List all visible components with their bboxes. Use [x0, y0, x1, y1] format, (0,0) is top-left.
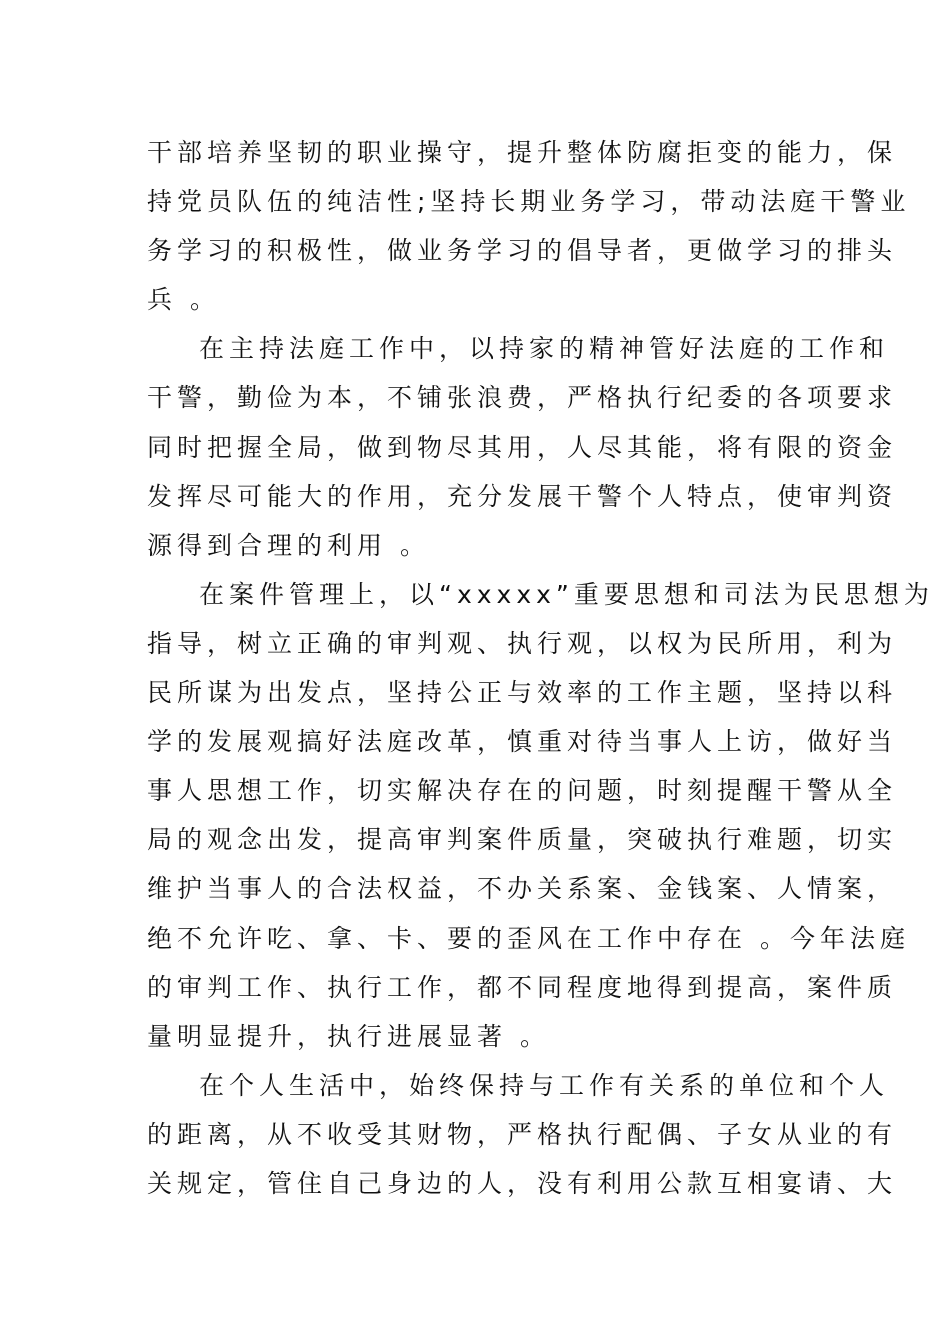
text-line: 务学习的积极性，做业务学习的倡导者，更做学习的排头 — [147, 236, 898, 266]
text-line: 的审判工作、执行工作，都不同程度地得到提高，案件质 — [147, 972, 898, 1002]
text-line: 的距离，从不收受其财物，严格执行配偶、子女从业的有 — [147, 1119, 898, 1149]
text-line: 事人思想工作，切实解决存在的问题，时刻提醒干警从全 — [147, 776, 898, 806]
text-line: 民所谋为出发点，坚持公正与效率的工作主题，坚持以科 — [147, 678, 898, 708]
text-line: 兵 。 — [147, 285, 220, 315]
text-line: 干部培养坚韧的职业操守，提升整体防腐拒变的能力，保 — [147, 138, 898, 167]
text-line: 持党员队伍的纯洁性;坚持长期业务学习，带动法庭干警业 — [147, 187, 911, 217]
paragraph-first-line: 在案件管理上，以“xxxxx”重要思想和司法为民思想为 — [199, 579, 934, 609]
text-line: 源得到合理的利用 。 — [147, 530, 430, 560]
text-line: 关规定，管住自己身边的人，没有利用公款互相宴请、大 — [147, 1168, 898, 1198]
text-line: 学的发展观搞好法庭改革，慎重对待当事人上访，做好当 — [147, 727, 898, 757]
text-line: 干警，勤俭为本，不铺张浪费，严格执行纪委的各项要求 — [147, 383, 898, 413]
text-line: 指导，树立正确的审判观、执行观，以权为民所用，利为 — [147, 628, 898, 658]
paragraph-first-line: 在主持法庭工作中，以持家的精神管好法庭的工作和 — [199, 334, 890, 364]
text-line: 量明显提升，执行进展显著 。 — [147, 1021, 550, 1051]
paragraph-first-line: 在个人生活中，始终保持与工作有关系的单位和个人 — [199, 1070, 890, 1100]
text-line: 维护当事人的合法权益，不办关系案、金钱案、人情案， — [147, 874, 898, 904]
text-line: 局的观念出发，提高审判案件质量，突破执行难题，切实 — [147, 825, 898, 855]
text-line: 绝不允许吃、拿、卡、要的歪风在工作中存在 。今年法庭 — [147, 923, 910, 953]
body-text — [147, 128, 934, 1208]
text-line: 发挥尽可能大的作用，充分发展干警个人特点，使审判资 — [147, 481, 898, 511]
text-line: 同时把握全局，做到物尽其用，人尽其能，将有限的资金 — [147, 432, 898, 462]
